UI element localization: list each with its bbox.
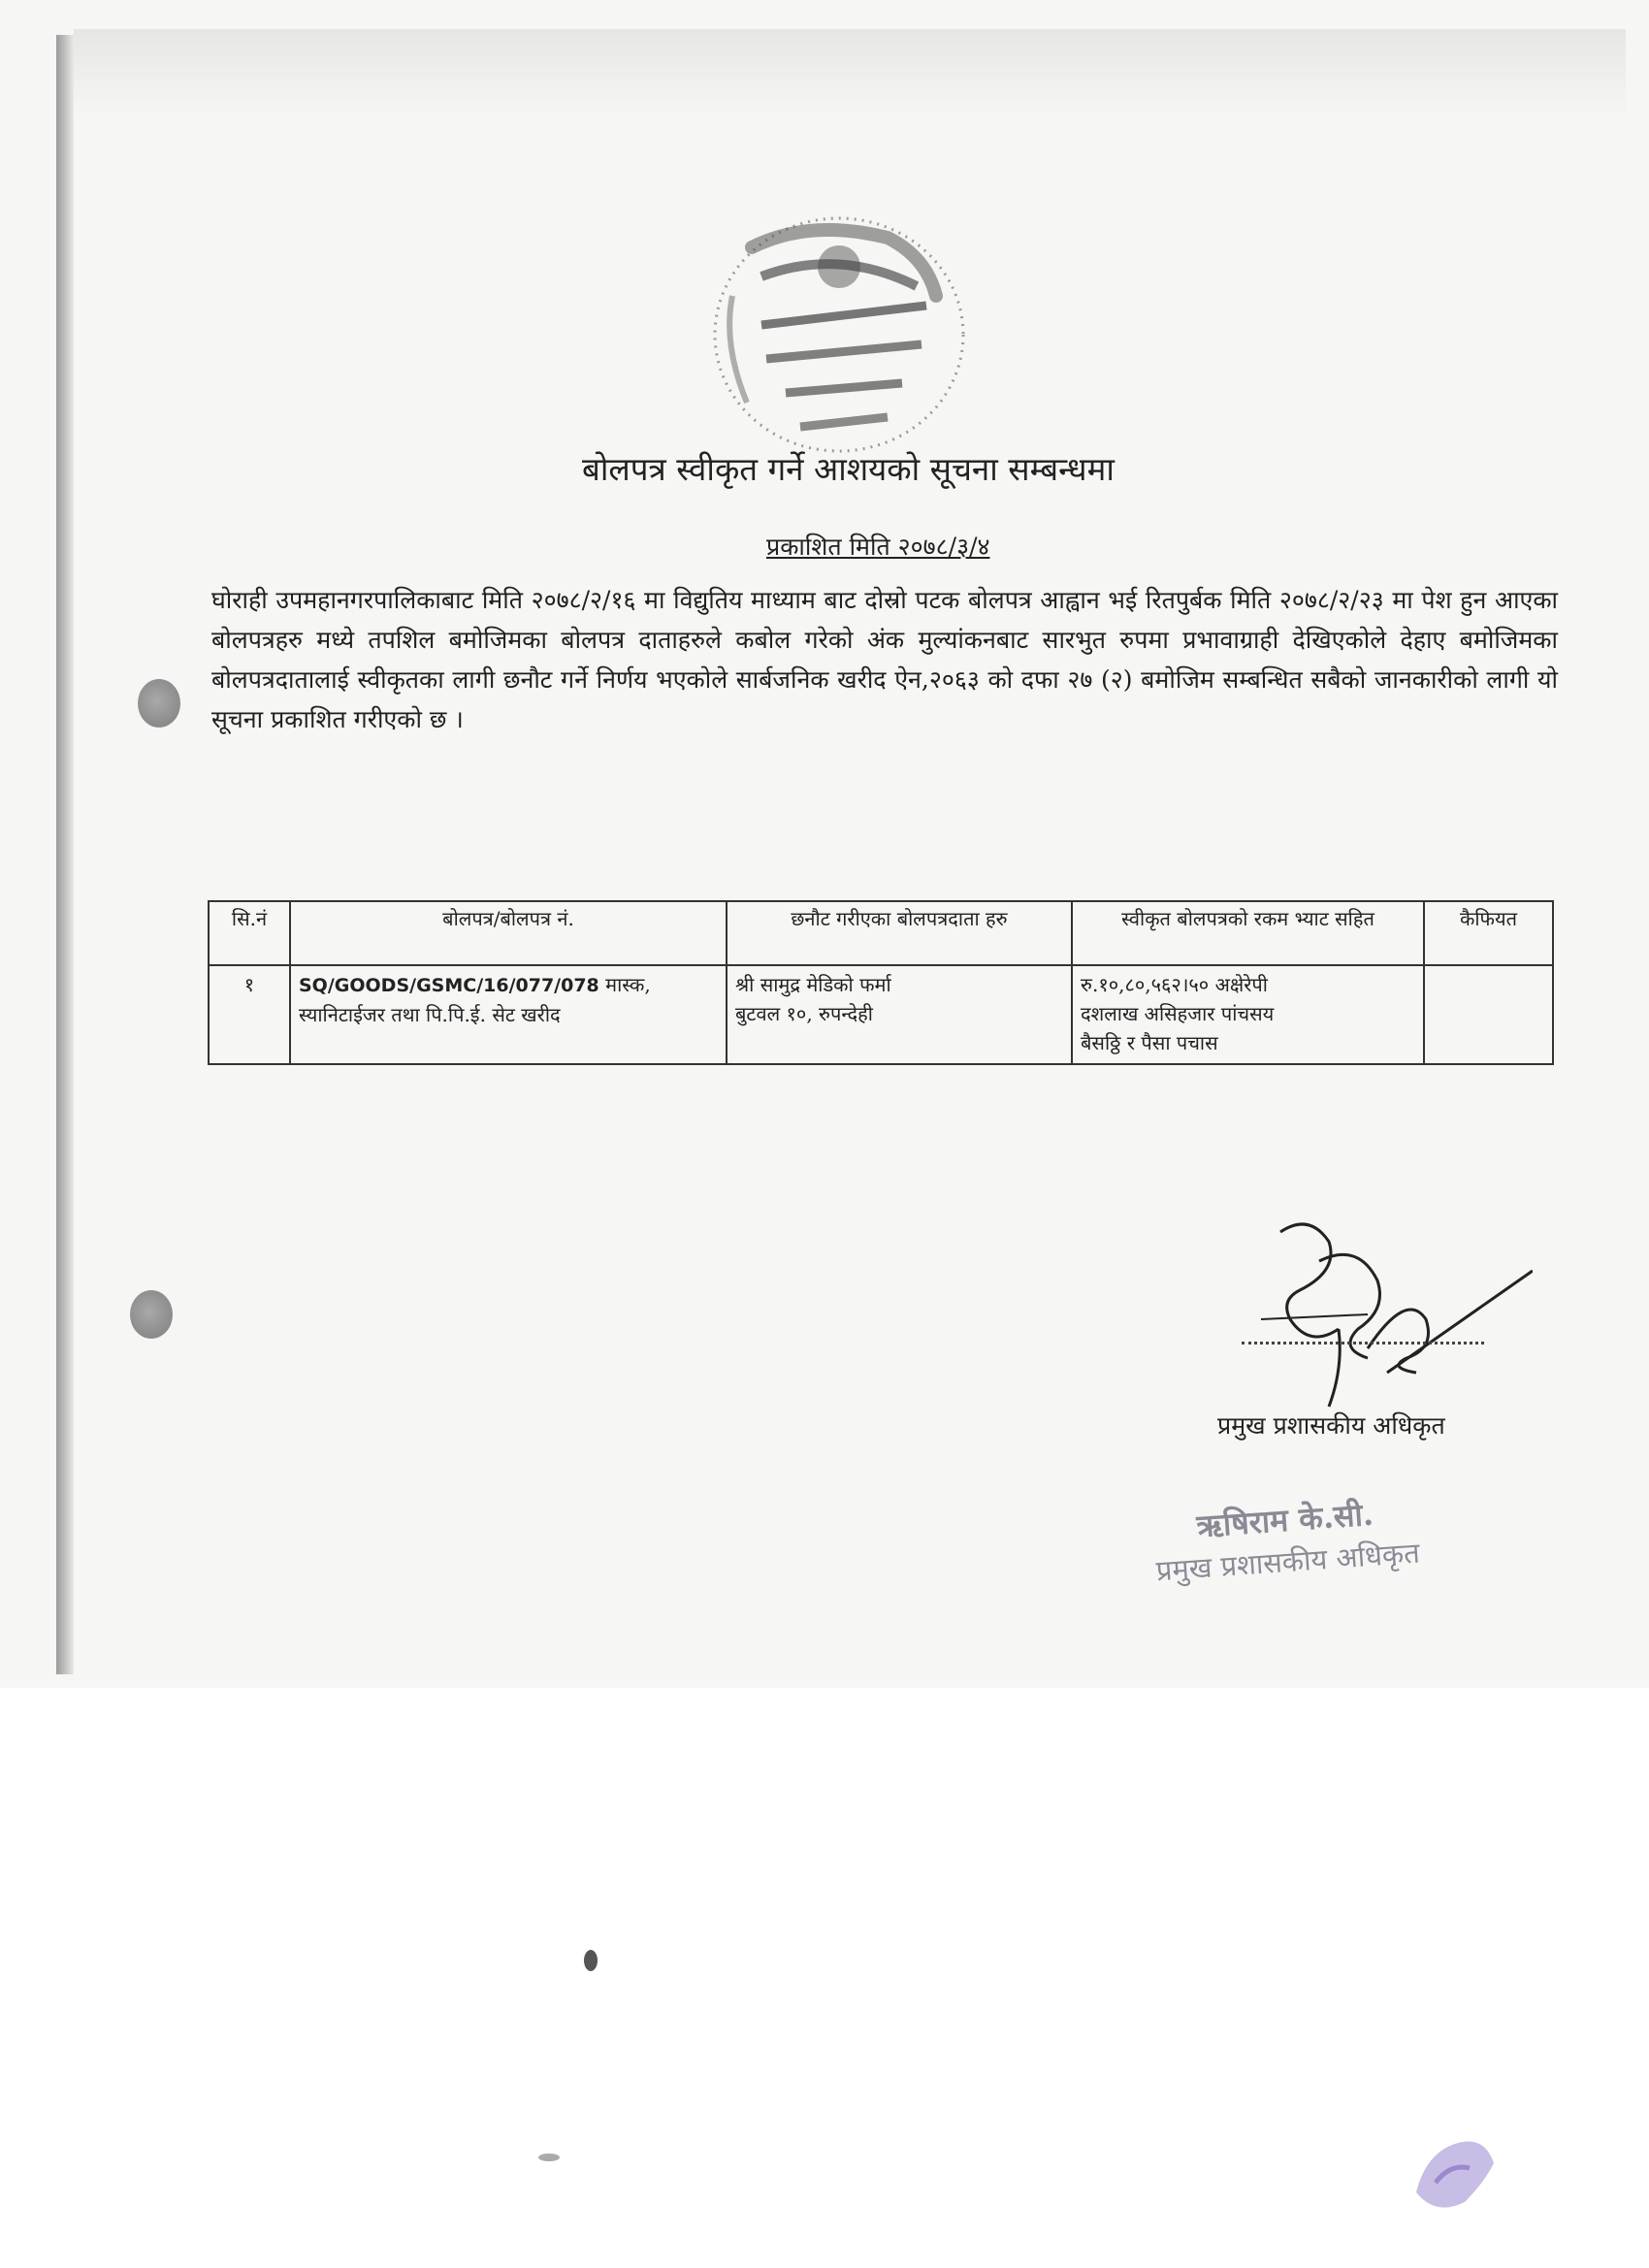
header-serial-number: सि.नं xyxy=(209,901,290,965)
header-remarks: कैफियत xyxy=(1424,901,1553,965)
published-date: प्रकाशित मिति २०७८/३/४ xyxy=(766,533,990,561)
stamp-officer-title: प्रमुख प्रशासकीय अधिकृत xyxy=(1154,1536,1421,1588)
scan-smudge xyxy=(538,2154,560,2161)
cell-remarks xyxy=(1424,965,1553,1064)
punch-hole-bottom xyxy=(130,1290,173,1339)
table-header-row xyxy=(209,901,1553,965)
table-row xyxy=(209,965,1553,1064)
bid-item-desc-2: स्यानिटाईजर तथा पि.पि.ई. सेट खरीद xyxy=(299,1003,561,1026)
bidder-name: श्री सामुद्र मेडिको फर्मा xyxy=(735,973,891,996)
amount-line-1: रु.१०,८०,५६२।५० अक्षेरेपी xyxy=(1081,973,1268,996)
scan-ink-speck xyxy=(584,1950,598,1971)
amount-line-3: बैसठ्ठि र पैसा पचास xyxy=(1081,1031,1218,1054)
signature-dotted-line xyxy=(1242,1342,1484,1345)
cell-selected-bidder xyxy=(727,965,1072,1064)
cell-bid-number xyxy=(290,965,727,1064)
bidder-address: बुटवल १०, रुपन्देही xyxy=(735,1002,873,1025)
notice-body-paragraph: घोराही उपमहानगरपालिकाबाट मिति २०७८/२/१६ मा विद्युतिय माध्याम बाट दोस्रो पटक बोलपत्र आह्वान भई रितपुर्बक मिति २०७८/२/२३ मा पेश हुन आएका बोलपत्रहरु मध्ये तपशिल बमोजिमका बोलपत्र दाताहरुले कबोल गरेको अंक मुल्यांकनबाट सारभुत रुपमा प्रभावाग्राही देखिएकोले देहाए बमोजिमका बोलपत्रदातालाई स्वीकृतका लागी छनौट गर्ने निर्णय भएकोले सार्बजनिक खरीद ऐन,२०६३ को दफा २७ (२) बमोजिम सम्बन्धित सबैको जानकारीको लागी यो सूचना प्रकाशित गरीएको छ । xyxy=(211,586,1558,733)
awarded-bids-table-wrapper xyxy=(208,900,1554,1065)
header-bid-number: बोलपत्र/बोलपत्र नं. xyxy=(290,901,727,965)
office-emblem-seal xyxy=(694,209,985,470)
punch-hole-top xyxy=(138,679,180,728)
officer-designation: प्रमुख प्रशासकीय अधिकृत xyxy=(1217,1411,1445,1440)
cell-serial-number: १ xyxy=(209,965,290,1064)
paper-left-edge xyxy=(56,35,74,1674)
bid-reference-code: SQ/GOODS/GSMC/16/077/078 xyxy=(299,975,599,996)
bid-item-desc-1: मास्क, xyxy=(598,973,651,996)
stamp-officer-name: ऋषिराम के.सी. xyxy=(1195,1495,1375,1545)
cell-approved-amount xyxy=(1072,965,1424,1064)
purple-ink-stain xyxy=(1397,2124,1504,2221)
header-selected-bidders: छनौट गरीएका बोलपत्रदाता हरु xyxy=(727,901,1072,965)
header-approved-amount: स्वीकृत बोलपत्रको रकम भ्याट सहित xyxy=(1072,901,1424,965)
document-title: बोलपत्र स्वीकृत गर्ने आशयको सूचना सम्बन्धमा xyxy=(582,450,1115,488)
amount-line-2: दशलाख असिहजार पांचसय xyxy=(1081,1002,1275,1025)
officer-signature xyxy=(1222,1203,1533,1436)
scan-shadow xyxy=(74,29,1626,116)
awarded-bids-table xyxy=(208,900,1554,1065)
